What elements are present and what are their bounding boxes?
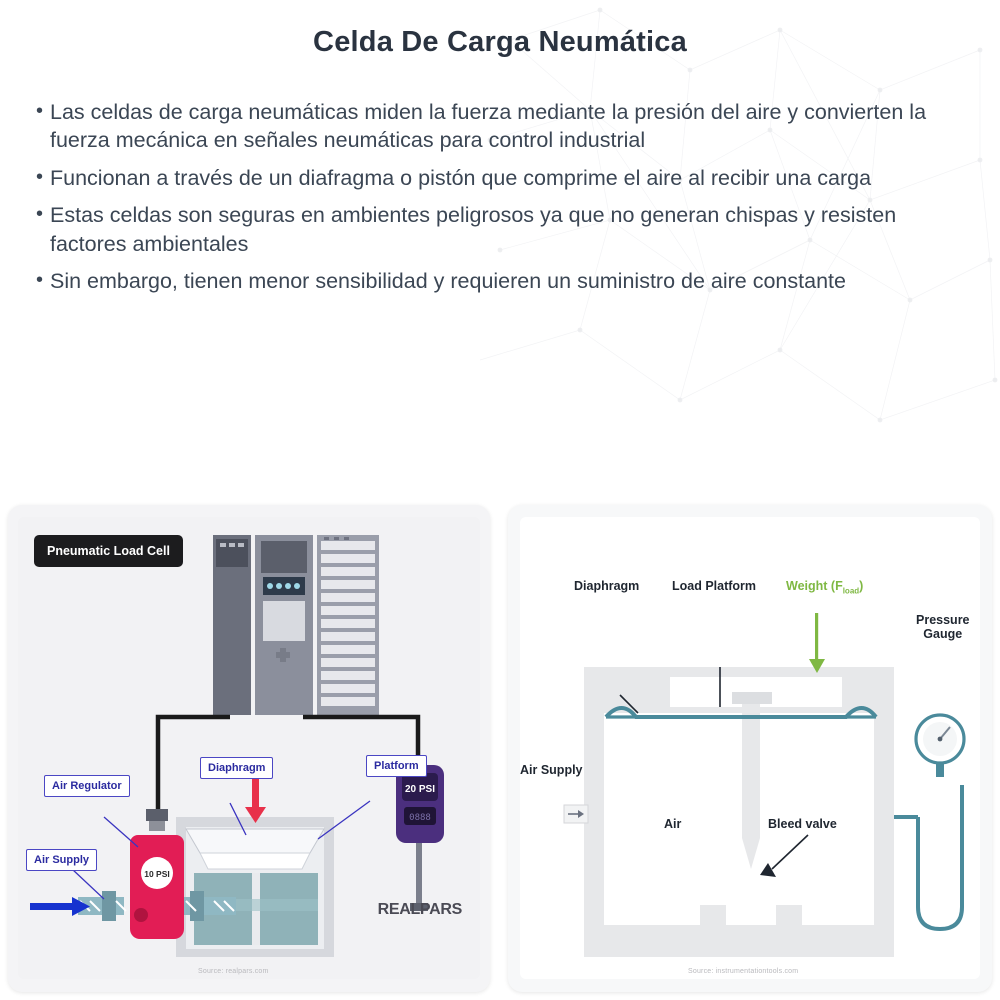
label-diaphragm-right: Diaphragm — [574, 579, 640, 593]
left-diagram-panel — [8, 505, 490, 992]
load-cell-body — [176, 817, 334, 957]
gauge-tubing — [894, 785, 962, 929]
label-air-regulator: Air Regulator — [44, 775, 130, 797]
label-air-chamber: Air — [664, 817, 682, 831]
label-bleed-valve: Bleed valve — [768, 817, 837, 831]
right-source-note: Source: instrumentationtools.com — [688, 968, 799, 975]
label-load-platform: Load Platform — [672, 579, 757, 593]
right-diagram-canvas — [520, 517, 980, 979]
right-diagram-panel — [508, 505, 992, 992]
air-supply-inlet — [564, 805, 588, 823]
pressure-gauge-dial — [916, 715, 964, 777]
air-regulator-graphic — [130, 809, 184, 939]
svg-text:20 PSI: 20 PSI — [404, 784, 436, 795]
bullet-text: Funcionan a través de un diafragma o pistón que comprime el aire al recibir una carga — [50, 165, 872, 190]
realpars-watermark: REALPARS — [377, 901, 462, 918]
bullet-marker: • — [36, 100, 44, 122]
panel-badge-title: Pneumatic Load Cell — [34, 535, 183, 567]
page-title: Celda De Carga Neumática — [313, 26, 687, 58]
label-weight-close: ) — [859, 579, 864, 593]
label-pressure-gauge — [916, 613, 970, 641]
bullet-text: Las celdas de carga neumáticas miden la fuerza mediante la presión del aire y convierten la fuerza mecánica en señales neumáticas para control industrial — [50, 100, 927, 153]
svg-text:10 PSI: 10 PSI — [144, 869, 170, 879]
label-weight-subscript: load — [842, 586, 860, 596]
label-pressure-gauge-line2: Gauge — [923, 627, 963, 641]
bullet-marker: • — [36, 268, 44, 291]
label-weight — [786, 579, 863, 596]
bullet-text: Sin embargo, tienen menor sensibilidad y requieren un suministro de aire constante — [50, 268, 846, 293]
label-air-supply-right: Air Supply — [520, 763, 583, 777]
bullet-text: Estas celdas son seguras en ambientes peligrosos ya que no generan chispas y resisten factores ambientales — [50, 203, 897, 256]
list-item — [36, 164, 936, 192]
plc-controller-graphic — [213, 535, 379, 715]
label-pressure-gauge-line1: Pressure — [916, 613, 970, 627]
bullet-marker: • — [36, 203, 44, 226]
left-source-note: Source: realpars.com — [198, 968, 269, 975]
list-item — [36, 98, 936, 155]
housing-graphic — [584, 667, 894, 957]
label-diaphragm: Diaphragm — [200, 757, 273, 779]
svg-text:0888: 0888 — [409, 813, 431, 823]
bullet-marker: • — [36, 165, 44, 188]
bullet-list — [36, 98, 936, 304]
left-diagram-canvas — [18, 517, 480, 979]
weight-force-arrow — [809, 613, 825, 673]
label-platform: Platform — [366, 755, 427, 777]
label-air-supply: Air Supply — [26, 849, 97, 871]
output-pressure-gauge — [396, 765, 444, 911]
list-item — [36, 201, 936, 258]
list-item — [36, 267, 936, 295]
label-weight-main: Weight (F — [786, 579, 843, 593]
